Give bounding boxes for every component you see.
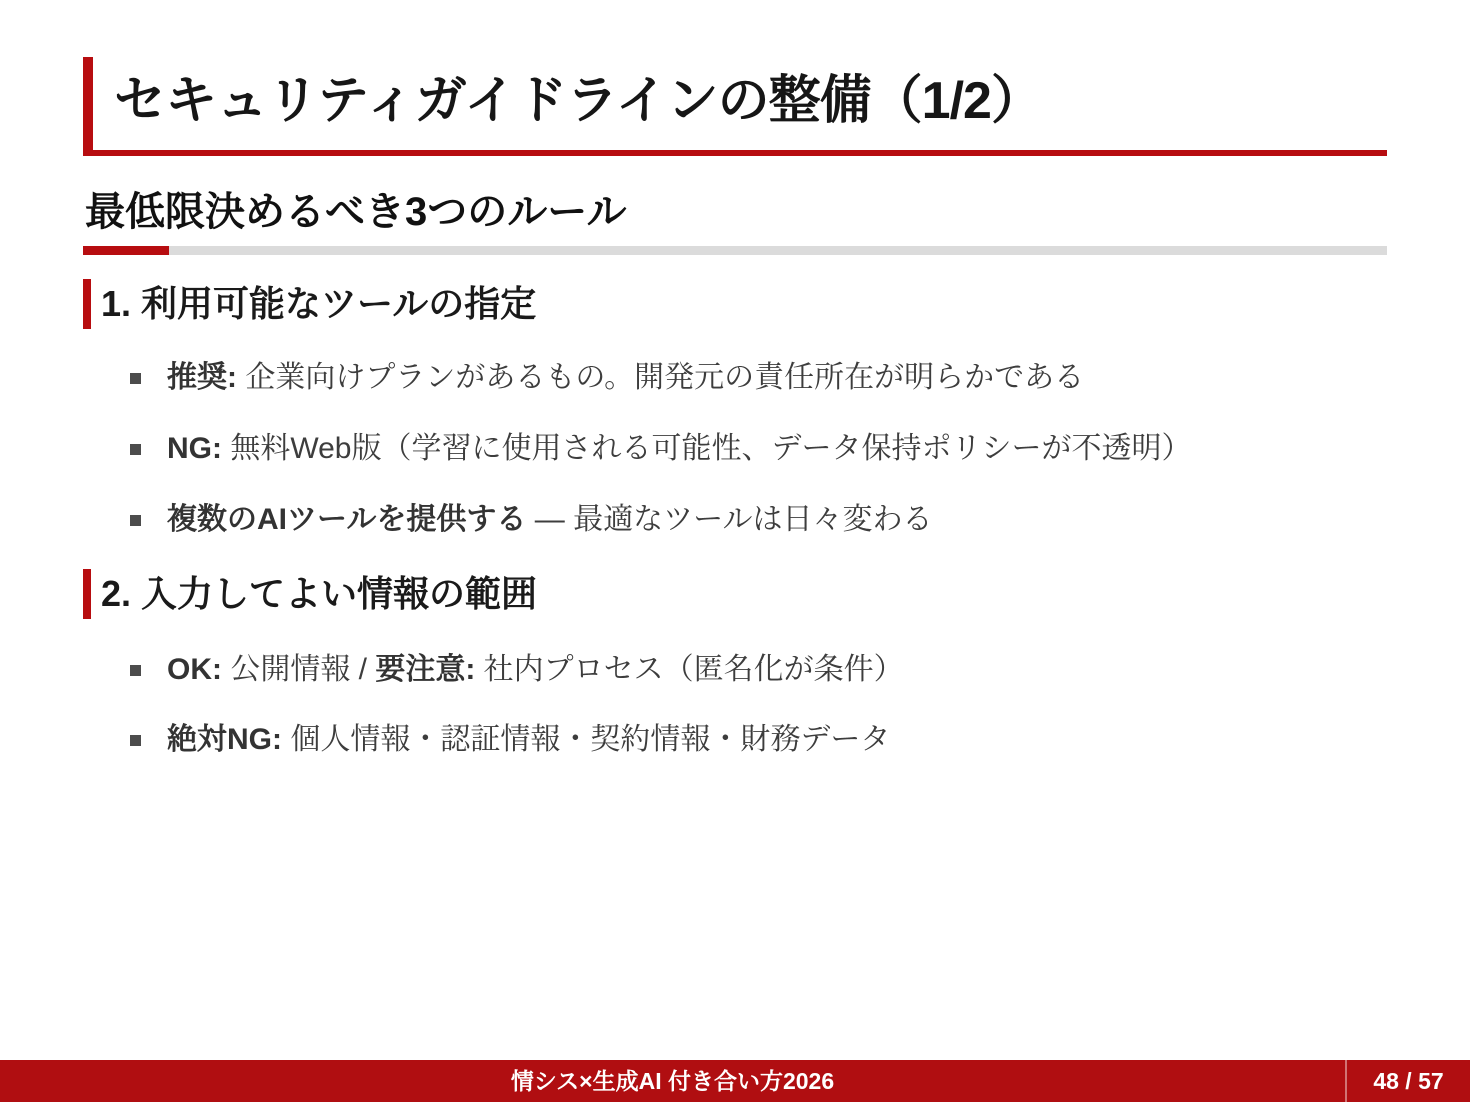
title-accent-bar xyxy=(83,57,93,156)
bullet-rest: 公開情報 / xyxy=(222,653,376,686)
bullet-square-icon xyxy=(130,515,141,526)
bullet-square-icon xyxy=(130,665,141,676)
bullet-bold-label: NG: xyxy=(167,432,222,465)
bullet-square-icon xyxy=(130,444,141,455)
list-item xyxy=(130,359,1390,397)
bullet-bold-label: 推奨: xyxy=(167,361,237,394)
bullet-rest: 無料Web版（学習に使用される可能性、データ保持ポリシーが不透明） xyxy=(222,432,1192,465)
list-item xyxy=(130,651,1390,689)
list-item xyxy=(130,430,1390,468)
bullet-bold-label: 絶対NG: xyxy=(167,723,282,756)
footer-deck-title: 情シス×生成AI 付き合い方2026 xyxy=(510,1068,835,1094)
page-number: 48 / 57 xyxy=(1373,1068,1444,1094)
bullet-text xyxy=(167,501,932,539)
footer-bar xyxy=(0,1060,1470,1102)
bullet-rest: 企業向けプランがあるもの。開発元の責任所在が明らかである xyxy=(237,361,1085,394)
bullet-square-icon xyxy=(130,735,141,746)
section-heading-underline xyxy=(83,246,1387,255)
bullet-text xyxy=(167,651,904,689)
bullet-bold-label: 複数のAIツールを提供する xyxy=(167,503,527,536)
section-heading: 最低限決めるべき3つのルール xyxy=(85,190,627,234)
list-item xyxy=(130,501,1390,539)
bullet-text xyxy=(167,359,1084,397)
subsection-heading-1: 1. 利用可能なツールの指定 xyxy=(83,279,1383,329)
bullet-rest: 社内プロセス（匿名化が条件） xyxy=(475,653,904,686)
title-underline xyxy=(83,150,1387,156)
bullet-bold-label: OK: xyxy=(167,653,222,686)
bullet-square-icon xyxy=(130,373,141,384)
subsection-heading-2: 2. 入力してよい情報の範囲 xyxy=(83,569,1383,619)
bullet-text xyxy=(167,430,1191,468)
page-title: セキュリティガイドラインの整備（1/2） xyxy=(114,72,1042,130)
bullet-rest: — 最適なツールは日々変わる xyxy=(526,503,933,536)
list-item xyxy=(130,721,1390,759)
bullet-text xyxy=(167,721,890,759)
bullet-bold-label: 要注意: xyxy=(375,653,476,686)
underline-gray-segment xyxy=(169,246,1387,255)
bullet-rest: 個人情報・認証情報・契約情報・財務データ xyxy=(282,723,891,756)
underline-red-segment xyxy=(83,246,169,255)
